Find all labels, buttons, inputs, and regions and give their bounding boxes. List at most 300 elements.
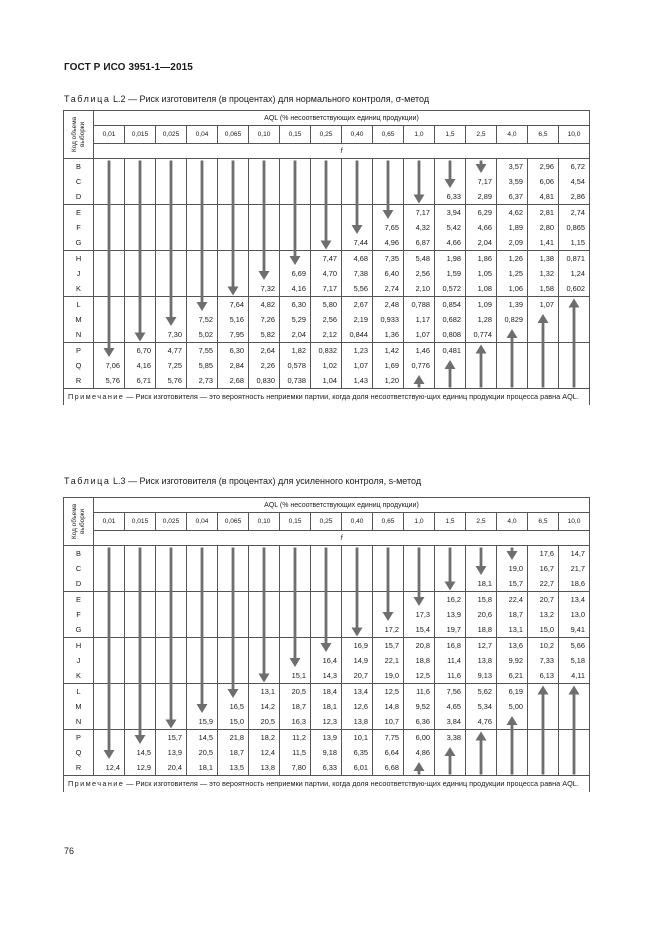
table-cell: 15,0: [528, 622, 559, 638]
table-cell: [187, 653, 218, 668]
table-cell: [435, 373, 466, 389]
table-cell: [404, 373, 435, 389]
table-cell: 1,82: [280, 343, 311, 359]
table-cell: [528, 745, 559, 760]
table-cell: [435, 174, 466, 189]
table-cell: [94, 159, 125, 175]
table-cell: [311, 189, 342, 205]
table-cell: 1,41: [528, 235, 559, 251]
table-cell: 1,15: [559, 235, 590, 251]
table-cell: 10,7: [373, 714, 404, 730]
table-cell: [528, 730, 559, 746]
table-cell: 2,26: [249, 358, 280, 373]
table-cell: 9,52: [404, 699, 435, 714]
table-cell: [94, 327, 125, 343]
table-cell: 15,9: [187, 714, 218, 730]
sample-size-code: H: [64, 638, 94, 654]
table-cell: 12,5: [404, 668, 435, 684]
table-row: [64, 235, 590, 251]
table-cell: [156, 546, 187, 562]
caption-label: Таблица: [64, 94, 111, 104]
table-cell: 14,7: [559, 546, 590, 562]
table-cell: [156, 235, 187, 251]
table-cell: [125, 622, 156, 638]
table-row: [64, 159, 590, 175]
table-cell: 7,80: [280, 760, 311, 776]
table-cell: 7,44: [342, 235, 373, 251]
table-cell: [342, 561, 373, 576]
sample-size-code: C: [64, 561, 94, 576]
table-cell: 2,48: [373, 297, 404, 313]
table-cell: [559, 730, 590, 746]
table-cell: [156, 622, 187, 638]
table-cell: [404, 760, 435, 776]
table-cell: 18,1: [311, 699, 342, 714]
table-cell: [156, 174, 187, 189]
table-cell: 5,02: [187, 327, 218, 343]
table-cell: [156, 668, 187, 684]
sample-size-code: N: [64, 327, 94, 343]
table-caption: [64, 94, 429, 104]
table-cell: [125, 714, 156, 730]
table-cell: [125, 205, 156, 221]
table-cell: [435, 546, 466, 562]
table-cell: [125, 251, 156, 267]
table-cell: [249, 653, 280, 668]
table-cell: 1,23: [342, 343, 373, 359]
code-header: Код объема выборки: [64, 111, 94, 159]
table-cell: [94, 297, 125, 313]
table-cell: [342, 576, 373, 592]
table-cell: [249, 174, 280, 189]
table-cell: [249, 668, 280, 684]
table-cell: [156, 297, 187, 313]
table-cell: [94, 220, 125, 235]
table-cell: 11,4: [435, 653, 466, 668]
table-cell: [559, 358, 590, 373]
table-cell: [218, 159, 249, 175]
table-cell: 17,6: [528, 546, 559, 562]
table-cell: 4,82: [249, 297, 280, 313]
sample-size-code: E: [64, 205, 94, 221]
table-cell: 5,48: [404, 251, 435, 267]
table-cell: [559, 343, 590, 359]
table-cell: 20,6: [466, 607, 497, 622]
table-cell: [94, 684, 125, 700]
table-cell: [528, 684, 559, 700]
table-cell: [187, 174, 218, 189]
table-cell: [249, 220, 280, 235]
sample-size-code: K: [64, 281, 94, 297]
sample-size-code: E: [64, 592, 94, 608]
table-row: [64, 668, 590, 684]
table-cell: 0,808: [435, 327, 466, 343]
table-cell: 15,4: [404, 622, 435, 638]
sample-size-code: H: [64, 251, 94, 267]
table-cell: 13,4: [559, 592, 590, 608]
table-cell: [311, 174, 342, 189]
table-row: [64, 561, 590, 576]
table-row: [64, 714, 590, 730]
table-cell: [342, 205, 373, 221]
table-cell: [156, 607, 187, 622]
table-cell: [218, 189, 249, 205]
table-cell: 0,788: [404, 297, 435, 313]
table-cell: 2,68: [218, 373, 249, 389]
data-table: [63, 497, 590, 792]
table-cell: [559, 684, 590, 700]
table-cell: [94, 668, 125, 684]
table-cell: [528, 343, 559, 359]
table-row: [64, 189, 590, 205]
table-cell: 6,13: [528, 668, 559, 684]
table-cell: 6,69: [280, 266, 311, 281]
table-cell: 14,2: [249, 699, 280, 714]
table-cell: [280, 561, 311, 576]
aql-value: 10,0: [559, 126, 590, 144]
table-cell: 2,80: [528, 220, 559, 235]
table-cell: 12,9: [125, 760, 156, 776]
table-cell: 16,8: [435, 638, 466, 654]
table-cell: 1,17: [404, 312, 435, 327]
table-row: [64, 622, 590, 638]
table-cell: 19,7: [435, 622, 466, 638]
table-cell: 13,9: [311, 730, 342, 746]
table-cell: [187, 561, 218, 576]
table-cell: [435, 760, 466, 776]
table-cell: 1,36: [373, 327, 404, 343]
aql-value: 0,25: [311, 126, 342, 144]
table-note: Примечание — Риск изготовителя — это вероятность неприемки партии, когда доля несоответствую-щих единиц продукции процесса равна AQL.: [64, 776, 590, 793]
table-cell: 17,2: [373, 622, 404, 638]
table-cell: 7,17: [404, 205, 435, 221]
table-cell: 15,8: [466, 592, 497, 608]
table-cell: 3,94: [435, 205, 466, 221]
table-cell: [528, 373, 559, 389]
table-cell: [404, 576, 435, 592]
table-cell: 7,95: [218, 327, 249, 343]
sample-size-code: B: [64, 546, 94, 562]
table-cell: 4,70: [311, 266, 342, 281]
table-cell: 7,17: [466, 174, 497, 189]
table-cell: [373, 592, 404, 608]
aql-value: 0,01: [94, 126, 125, 144]
table-cell: [373, 159, 404, 175]
table-cell: 16,7: [528, 561, 559, 576]
table-cell: 12,5: [373, 684, 404, 700]
table-row: [64, 251, 590, 267]
table-row: [64, 684, 590, 700]
table-cell: [125, 730, 156, 746]
table-cell: [125, 297, 156, 313]
table-cell: 18,8: [466, 622, 497, 638]
table-cell: 1,86: [466, 251, 497, 267]
sample-size-code: F: [64, 220, 94, 235]
table-cell: 6,06: [528, 174, 559, 189]
table-cell: [559, 745, 590, 760]
table-cell: [249, 607, 280, 622]
table-cell: 9,18: [311, 745, 342, 760]
sample-size-code: J: [64, 653, 94, 668]
table-cell: 15,7: [497, 576, 528, 592]
table-cell: [125, 327, 156, 343]
table-cell: 5,42: [435, 220, 466, 235]
caption-label: Таблица: [64, 476, 111, 486]
table-cell: 0,481: [435, 343, 466, 359]
table-cell: [125, 159, 156, 175]
table-cell: 18,7: [280, 699, 311, 714]
table-cell: [404, 592, 435, 608]
sample-size-code: Q: [64, 745, 94, 760]
aql-value: 0,65: [373, 126, 404, 144]
table-cell: [249, 159, 280, 175]
table-cell: [125, 235, 156, 251]
table-cell: 5,34: [466, 699, 497, 714]
table-cell: [249, 638, 280, 654]
table-cell: [156, 714, 187, 730]
table-cell: 7,26: [249, 312, 280, 327]
table-cell: [249, 576, 280, 592]
table-l3: [63, 497, 590, 792]
aql-value: 10,0: [559, 513, 590, 531]
table-cell: [94, 312, 125, 327]
table-cell: 14,5: [125, 745, 156, 760]
table-cell: [497, 745, 528, 760]
table-cell: [156, 561, 187, 576]
table-cell: [94, 653, 125, 668]
table-row: [64, 205, 590, 221]
data-table: [63, 110, 590, 405]
table-cell: [466, 546, 497, 562]
table-cell: 3,84: [435, 714, 466, 730]
table-cell: 6,72: [559, 159, 590, 175]
table-cell: [373, 561, 404, 576]
table-cell: 2,12: [311, 327, 342, 343]
table-row: [64, 343, 590, 359]
table-cell: 6,33: [311, 760, 342, 776]
table-cell: [311, 622, 342, 638]
table-cell: [497, 343, 528, 359]
table-cell: [311, 235, 342, 251]
table-cell: 14,3: [311, 668, 342, 684]
table-cell: [125, 174, 156, 189]
table-cell: [218, 546, 249, 562]
aql-value: 0,15: [280, 513, 311, 531]
table-cell: 6,68: [373, 760, 404, 776]
aql-value: 0,15: [280, 126, 311, 144]
table-cell: 5,76: [156, 373, 187, 389]
table-cell: 5,29: [280, 312, 311, 327]
table-cell: [280, 653, 311, 668]
table-cell: [125, 266, 156, 281]
table-cell: 2,67: [342, 297, 373, 313]
table-cell: 5,00: [497, 699, 528, 714]
table-cell: 4,62: [497, 205, 528, 221]
table-cell: 22,7: [528, 576, 559, 592]
table-cell: 6,29: [466, 205, 497, 221]
table-cell: 4,86: [404, 745, 435, 760]
table-cell: [187, 251, 218, 267]
table-row: [64, 312, 590, 327]
table-cell: [280, 576, 311, 592]
table-cell: [528, 312, 559, 327]
table-cell: [528, 760, 559, 776]
table-cell: [280, 174, 311, 189]
aql-value: 2,5: [466, 126, 497, 144]
table-cell: 9,41: [559, 622, 590, 638]
table-cell: [280, 607, 311, 622]
table-row: [64, 546, 590, 562]
table-cell: 5,56: [342, 281, 373, 297]
table-cell: 13,8: [249, 760, 280, 776]
sample-size-code: B: [64, 159, 94, 175]
table-cell: 13,1: [249, 684, 280, 700]
table-cell: [125, 653, 156, 668]
table-cell: [125, 607, 156, 622]
sample-size-code: G: [64, 622, 94, 638]
table-cell: [156, 220, 187, 235]
table-cell: 7,30: [156, 327, 187, 343]
table-cell: [187, 546, 218, 562]
table-cell: 15,7: [373, 638, 404, 654]
table-cell: [311, 576, 342, 592]
table-cell: [404, 159, 435, 175]
table-row: [64, 745, 590, 760]
table-cell: 14,9: [342, 653, 373, 668]
table-cell: 6,64: [373, 745, 404, 760]
table-cell: 0,602: [559, 281, 590, 297]
table-cell: 7,52: [187, 312, 218, 327]
aql-header: AQL (% несоответствующих единиц продукции): [94, 498, 590, 513]
table-cell: [125, 668, 156, 684]
table-cell: 6,01: [342, 760, 373, 776]
table-cell: 9,13: [466, 668, 497, 684]
table-cell: 11,5: [280, 745, 311, 760]
table-cell: [280, 159, 311, 175]
table-cell: [280, 220, 311, 235]
table-cell: 1,32: [528, 266, 559, 281]
table-cell: [218, 684, 249, 700]
table-cell: 4,76: [466, 714, 497, 730]
table-cell: 21,7: [559, 561, 590, 576]
sample-size-code: K: [64, 668, 94, 684]
table-cell: [218, 220, 249, 235]
sample-size-code: R: [64, 760, 94, 776]
table-row: [64, 174, 590, 189]
code-header: Код объема выборки: [64, 498, 94, 546]
aql-value: 1,5: [435, 126, 466, 144]
document-header: ГОСТ Р ИСО 3951-1—2015: [64, 62, 193, 73]
table-cell: [218, 174, 249, 189]
table-cell: [373, 546, 404, 562]
table-cell: 1,69: [373, 358, 404, 373]
table-cell: 18,6: [559, 576, 590, 592]
table-cell: [94, 592, 125, 608]
aql-value: 0,01: [94, 513, 125, 531]
table-cell: [187, 159, 218, 175]
table-cell: 0,933: [373, 312, 404, 327]
aql-value: 2,5: [466, 513, 497, 531]
aql-value: 6,5: [528, 126, 559, 144]
table-cell: [404, 189, 435, 205]
table-note: Примечание — Риск изготовителя — это вероятность неприемки партии, когда доля несоответствую-щих единиц продукции процесса равна AQL.: [64, 389, 590, 406]
table-cell: 16,9: [342, 638, 373, 654]
table-cell: [156, 189, 187, 205]
table-cell: [125, 684, 156, 700]
sample-size-code: P: [64, 730, 94, 746]
table-cell: [156, 653, 187, 668]
table-cell: 2,86: [559, 189, 590, 205]
table-cell: 7,47: [311, 251, 342, 267]
table-cell: [497, 373, 528, 389]
table-cell: 7,25: [156, 358, 187, 373]
table-row: [64, 592, 590, 608]
table-cell: 2,74: [559, 205, 590, 221]
sample-size-code: C: [64, 174, 94, 189]
table-cell: 2,04: [280, 327, 311, 343]
table-cell: [559, 760, 590, 776]
table-cell: 1,09: [466, 297, 497, 313]
table-cell: [125, 312, 156, 327]
table-cell: [156, 159, 187, 175]
table-cell: 4,32: [404, 220, 435, 235]
aql-value: 0,04: [187, 513, 218, 531]
table-cell: 5,80: [311, 297, 342, 313]
table-cell: [187, 281, 218, 297]
table-cell: 1,05: [466, 266, 497, 281]
table-cell: 2,74: [373, 281, 404, 297]
table-cell: [435, 561, 466, 576]
table-cell: 13,1: [497, 622, 528, 638]
table-cell: 0,865: [559, 220, 590, 235]
table-cell: 13,5: [218, 760, 249, 776]
table-cell: [311, 159, 342, 175]
table-cell: [94, 714, 125, 730]
table-cell: [559, 312, 590, 327]
table-cell: 18,4: [311, 684, 342, 700]
sample-size-code: D: [64, 576, 94, 592]
table-cell: [373, 205, 404, 221]
table-cell: 22,1: [373, 653, 404, 668]
table-cell: [94, 745, 125, 760]
sample-size-code: F: [64, 607, 94, 622]
table-cell: [187, 699, 218, 714]
table-cell: [249, 622, 280, 638]
table-cell: [466, 373, 497, 389]
table-row: [64, 281, 590, 297]
table-cell: 4,77: [156, 343, 187, 359]
table-cell: [311, 638, 342, 654]
table-cell: [187, 235, 218, 251]
table-cell: [311, 607, 342, 622]
table-cell: 4,66: [466, 220, 497, 235]
table-cell: 20,5: [249, 714, 280, 730]
aql-value: 0,40: [342, 513, 373, 531]
table-cell: 10,2: [528, 638, 559, 654]
table-cell: 7,33: [528, 653, 559, 668]
page-number: 76: [64, 846, 75, 856]
table-cell: [94, 235, 125, 251]
table-l2: [63, 110, 590, 405]
table-cell: 19,0: [373, 668, 404, 684]
table-cell: [218, 251, 249, 267]
table-cell: [249, 266, 280, 281]
caption-text: L.3 — Риск изготовителя (в процентах) для усиленного контроля, s-метод: [113, 476, 422, 486]
sample-size-code: P: [64, 343, 94, 359]
table-cell: [187, 220, 218, 235]
table-cell: [435, 358, 466, 373]
table-cell: 2,19: [342, 312, 373, 327]
